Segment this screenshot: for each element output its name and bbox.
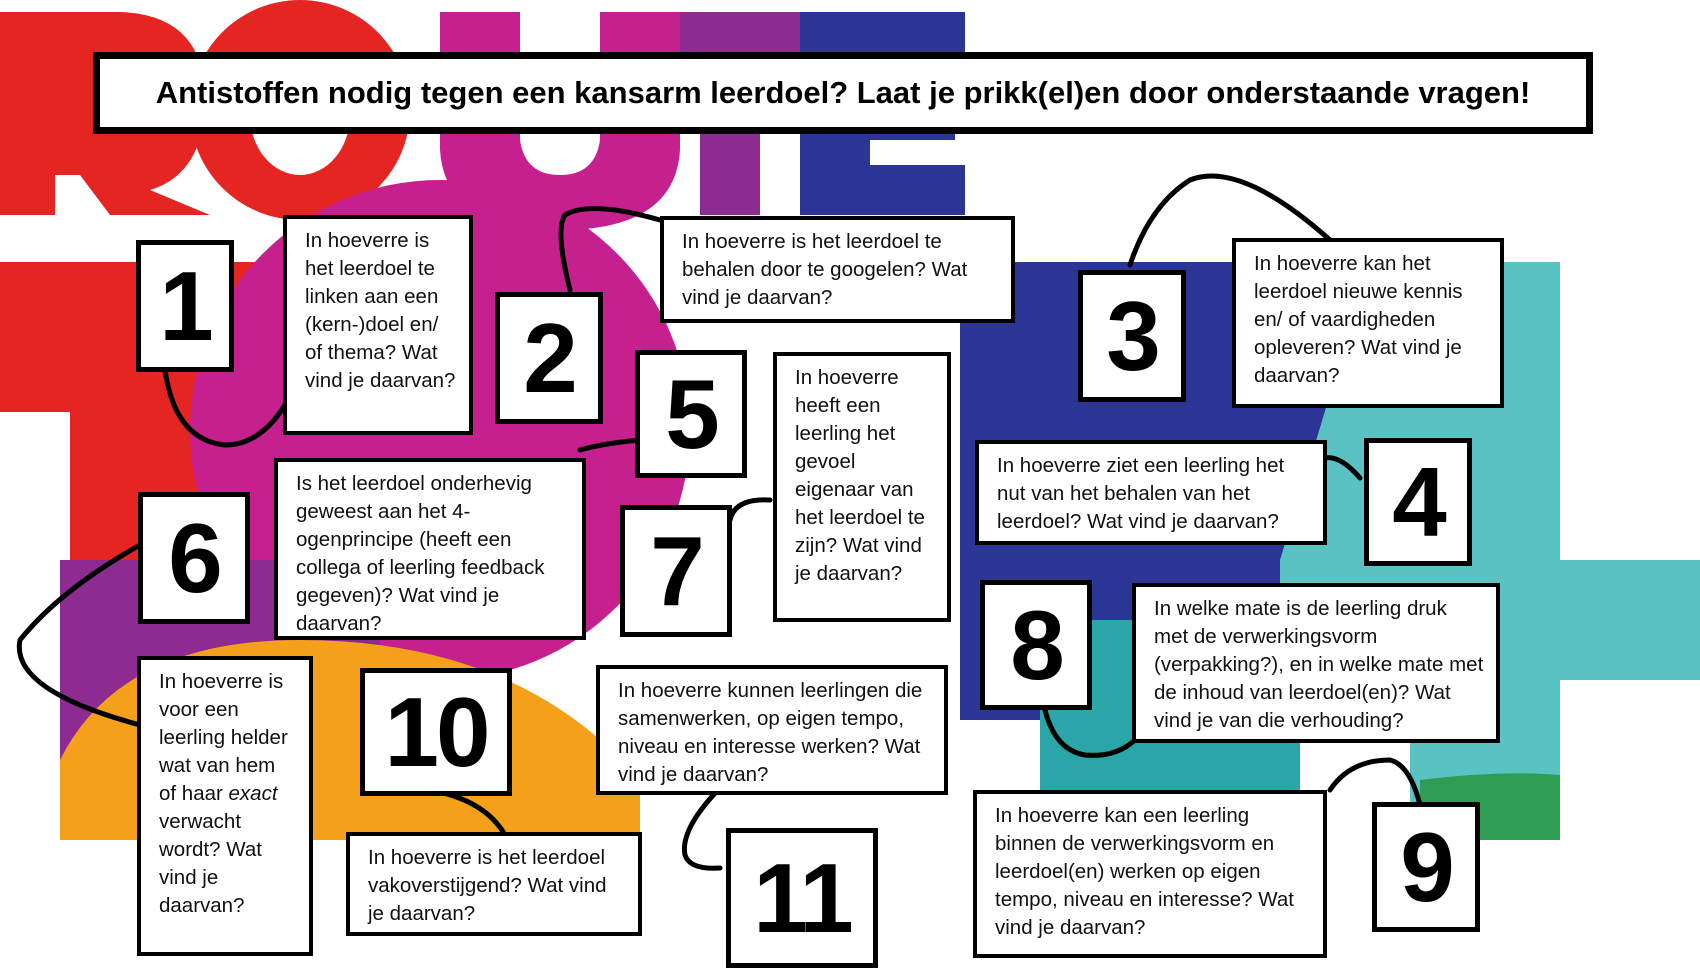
question-text-6-before: In hoeverre is voor een leerling helder wat van hem of haar: [159, 670, 288, 805]
question-text-3: In hoeverre kan het leerdoel nieuwe kennis en/ of vaardigheden opleveren? Wat vind je daarvan?: [1254, 252, 1463, 387]
number-box-4: 4: [1364, 438, 1472, 566]
question-text-1: In hoeverre is het leerdoel te linken aan een (kern-)doel en/ of thema? Wat vind je daarvan?: [305, 229, 456, 392]
question-text-6-after: verwacht wordt? Wat vind je daarvan?: [159, 810, 262, 917]
question-box-8: [1132, 583, 1500, 743]
number-box-8: 8: [980, 580, 1092, 710]
question-box-11: [596, 665, 948, 795]
number-box-10: 10: [360, 668, 512, 796]
question-box-5: [274, 458, 586, 640]
question-text-8: In welke mate is de leerling druk met de verwerkingsvorm (verpakking?), en in welke mate met de inhoud van leerdoel(en)? Wat vind je van die verhouding?: [1154, 597, 1484, 732]
number-box-9: 9: [1372, 802, 1480, 932]
question-text-7: In hoeverre heeft een leerling het gevoel eigenaar van het leerdoel te zijn? Wat vind je daarvan?: [795, 366, 925, 585]
question-text-4: In hoeverre ziet een leerling het nut van het behalen van het leerdoel? Wat vind je daarvan?: [997, 454, 1285, 533]
number-box-2: 2: [495, 292, 603, 424]
number-box-7: 7: [620, 505, 732, 637]
question-box-10: [346, 832, 642, 936]
question-text-10: In hoeverre is het leerdoel vakoverstijgend? Wat vind je daarvan?: [368, 846, 607, 925]
question-text-9: In hoeverre kan een leerling binnen de verwerkingsvorm en leerdoel(en) werken op eigen tempo, niveau en interesse? Wat vind je daarvan?: [995, 804, 1294, 939]
question-box-4: [975, 440, 1327, 545]
number-box-11: 11: [726, 828, 878, 968]
number-box-3: 3: [1078, 270, 1186, 402]
question-box-6: [137, 656, 313, 956]
title-banner: [93, 52, 1593, 134]
question-box-3: [1232, 238, 1504, 408]
question-box-1: [283, 215, 473, 435]
question-box-2: [660, 216, 1015, 323]
question-box-9: [973, 790, 1327, 958]
page-title: Antistoffen nodig tegen een kansarm leerdoel? Laat je prikk(el)en door onderstaande vragen!: [155, 75, 1531, 110]
number-box-1: 1: [136, 240, 234, 372]
question-text-2: In hoeverre is het leerdoel te behalen door te googelen? Wat vind je daarvan?: [682, 230, 968, 309]
question-text-11: In hoeverre kunnen leerlingen die samenwerken, op eigen tempo, niveau en interesse werken? Wat vind je daarvan?: [618, 679, 923, 786]
question-box-7: [773, 352, 951, 622]
number-box-5: 5: [635, 350, 747, 478]
question-text-6-emphasis: exact: [228, 782, 278, 805]
question-text-5: Is het leerdoel onderhevig geweest aan het 4-ogenprincipe (heeft een collega of leerling feedback gegeven)? Wat vind je daarvan?: [296, 472, 545, 635]
number-box-6: 6: [138, 492, 250, 624]
